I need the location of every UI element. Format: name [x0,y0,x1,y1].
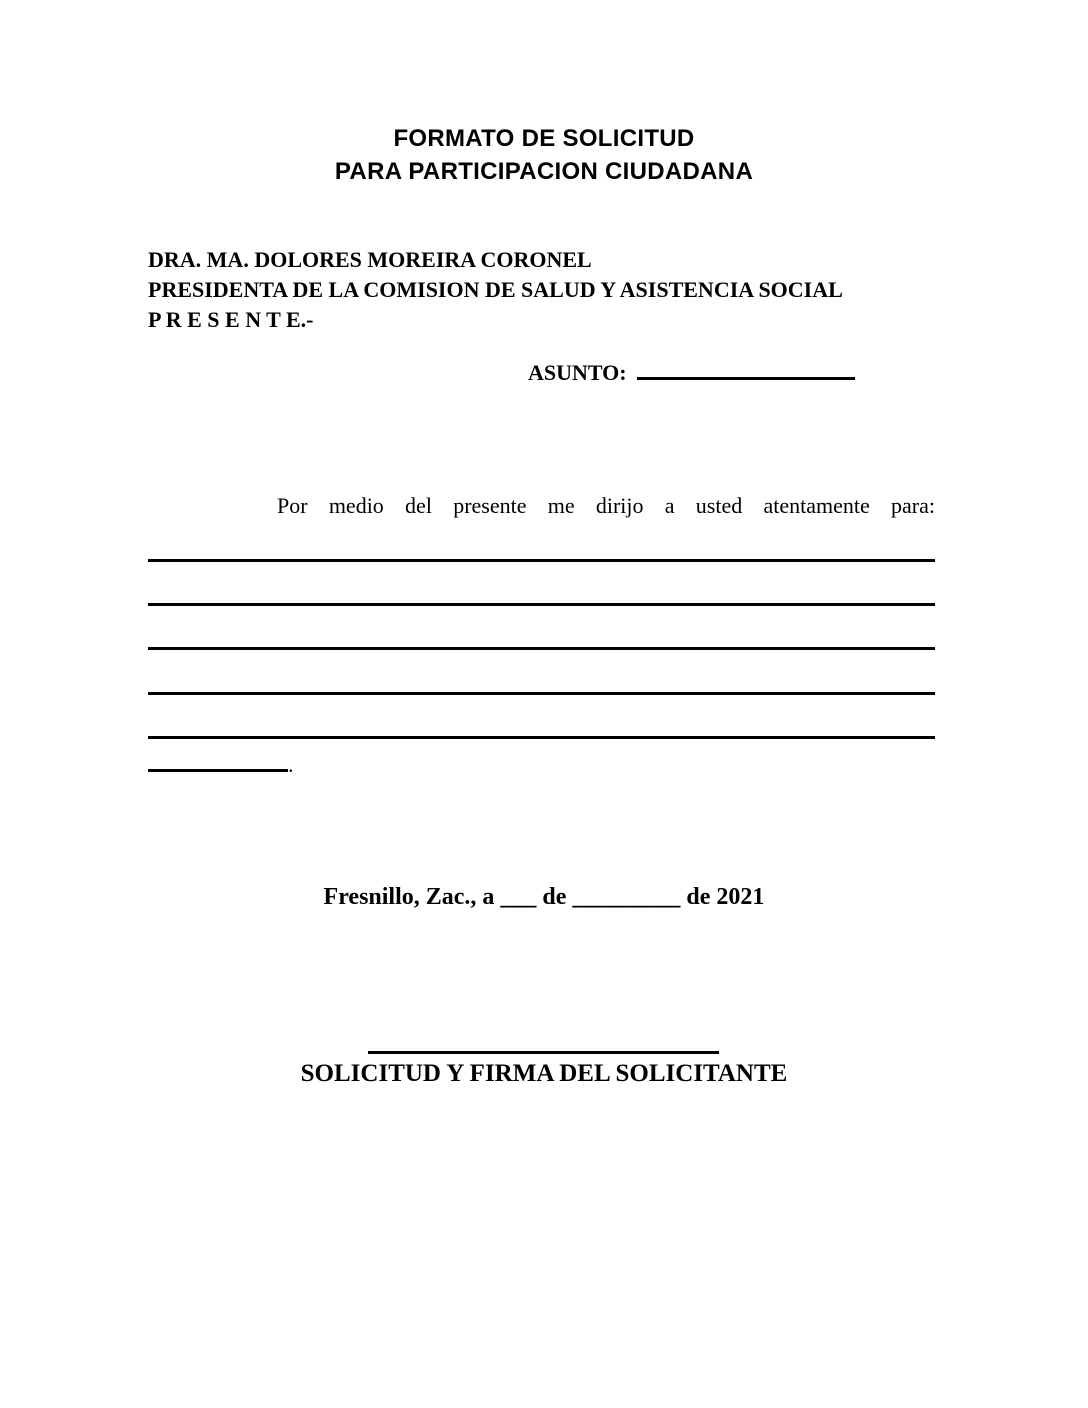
document-title [0,122,1088,188]
signature-line [368,1051,719,1054]
recipient-name: DRA. MA. DOLORES MOREIRA CORONEL [148,247,592,272]
date-line: Fresnillo, Zac., a ___ de _________ de 2021 [323,884,765,910]
recipient-position: PRESIDENTA DE LA COMISION DE SALUD Y ASISTENCIA SOCIAL [148,277,843,302]
closing-blank-line [148,769,288,772]
writing-line-5 [148,736,935,739]
subject-label: ASUNTO: [528,360,627,385]
body-intro-text: Por medio del presente me dirijo a usted atentamente para: [277,493,935,518]
writing-line-4 [148,692,935,695]
writing-line-1 [148,559,935,562]
recipient-salutation: P R E S E N T E.- [148,307,314,332]
title-line-1: FORMATO DE SOLICITUD [393,125,695,152]
recipient-block [148,245,843,335]
title-line-2: PARA PARTICIPACION CIUDADANA [334,158,754,185]
writing-line-2 [148,603,935,606]
signature-caption: SOLICITUD Y FIRMA DEL SOLICITANTE [300,1060,788,1087]
subject-blank-line [637,377,855,380]
closing-period: . [288,752,294,777]
subject-row [528,360,855,386]
closing-row [148,752,294,778]
writing-line-3 [148,647,935,650]
